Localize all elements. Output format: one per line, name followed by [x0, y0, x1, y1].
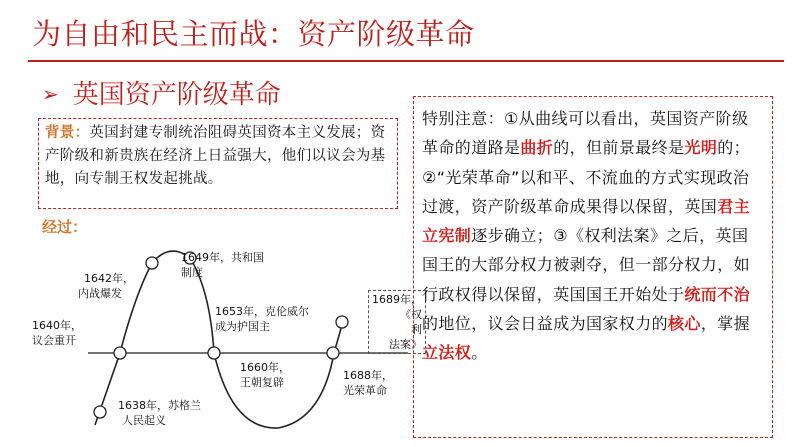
background-text: 英国封建专制统治阻碍英国资本主义发展；资产阶级和新贵族在经济上日益强大，他们以议会为基地，向专制王权发起挑战。 [45, 125, 386, 187]
event-1640: 1640年， 议会重开 [32, 319, 82, 347]
page-title: 为自由和民主而战：资产阶级革命 [32, 17, 475, 51]
note-highlight-core: 核心 [668, 314, 701, 334]
note-text-4: 逐步确立；③《权利法案》之后，英国国王的大部分权力被剥夺，但一部分权力，如行政权得以保留，英国国王开始处于 [422, 226, 751, 304]
event-1688: 1688年， 光荣革命 [343, 369, 393, 397]
note-text-5: 的地位，议会日益成为国家权力的 [422, 314, 669, 334]
node-1688 [327, 347, 339, 359]
note-highlight-reign-not-rule: 统而不治 [684, 284, 751, 304]
node-1638 [94, 406, 106, 418]
process-label: 经过： [42, 218, 88, 236]
note-text-6: ，掌握 [700, 314, 751, 334]
note-highlight-legislative-power: 立法权 [422, 343, 472, 363]
node-1642 [146, 257, 158, 269]
note-text-2: 的，但前景最终是 [553, 138, 685, 158]
section-heading-text: 英国资产阶级革命 [72, 80, 281, 110]
background-label: 背景： [45, 125, 90, 141]
event-1638: 1638年，苏格兰 人民起义 [118, 399, 201, 427]
arrow-bullet-icon: ➢ [42, 82, 59, 106]
node-1689 [336, 316, 348, 328]
node-1640 [114, 347, 126, 359]
event-1642: 1642年， 内战爆发 [78, 272, 134, 300]
node-1653 [208, 347, 220, 359]
note-text-1: 特别注意：①从曲线可以看出，英国资产阶级革命的道路是 [422, 109, 749, 158]
note-text-3: 的；②“光荣革命”以和平、不流血的方式实现政治过渡，资产阶级革命成果得以保留，英国 [422, 138, 751, 216]
event-1653: 1653年，克伦威尔 成为护国主 [215, 305, 309, 333]
event-1689: 1689年， 《权 利 法案》 [368, 290, 426, 354]
note-highlight-constitutional-monarchy: 君主立宪制 [422, 196, 751, 246]
note-highlight-bright: 光明 [684, 138, 718, 158]
special-note-box [413, 96, 773, 438]
note-highlight-curve: 曲折 [520, 138, 554, 158]
note-text-7: 。 [471, 343, 488, 363]
event-1649: 1649年，共和国 制度 [181, 251, 264, 279]
event-1660: 1660年， 王朝复辟 [240, 361, 290, 389]
